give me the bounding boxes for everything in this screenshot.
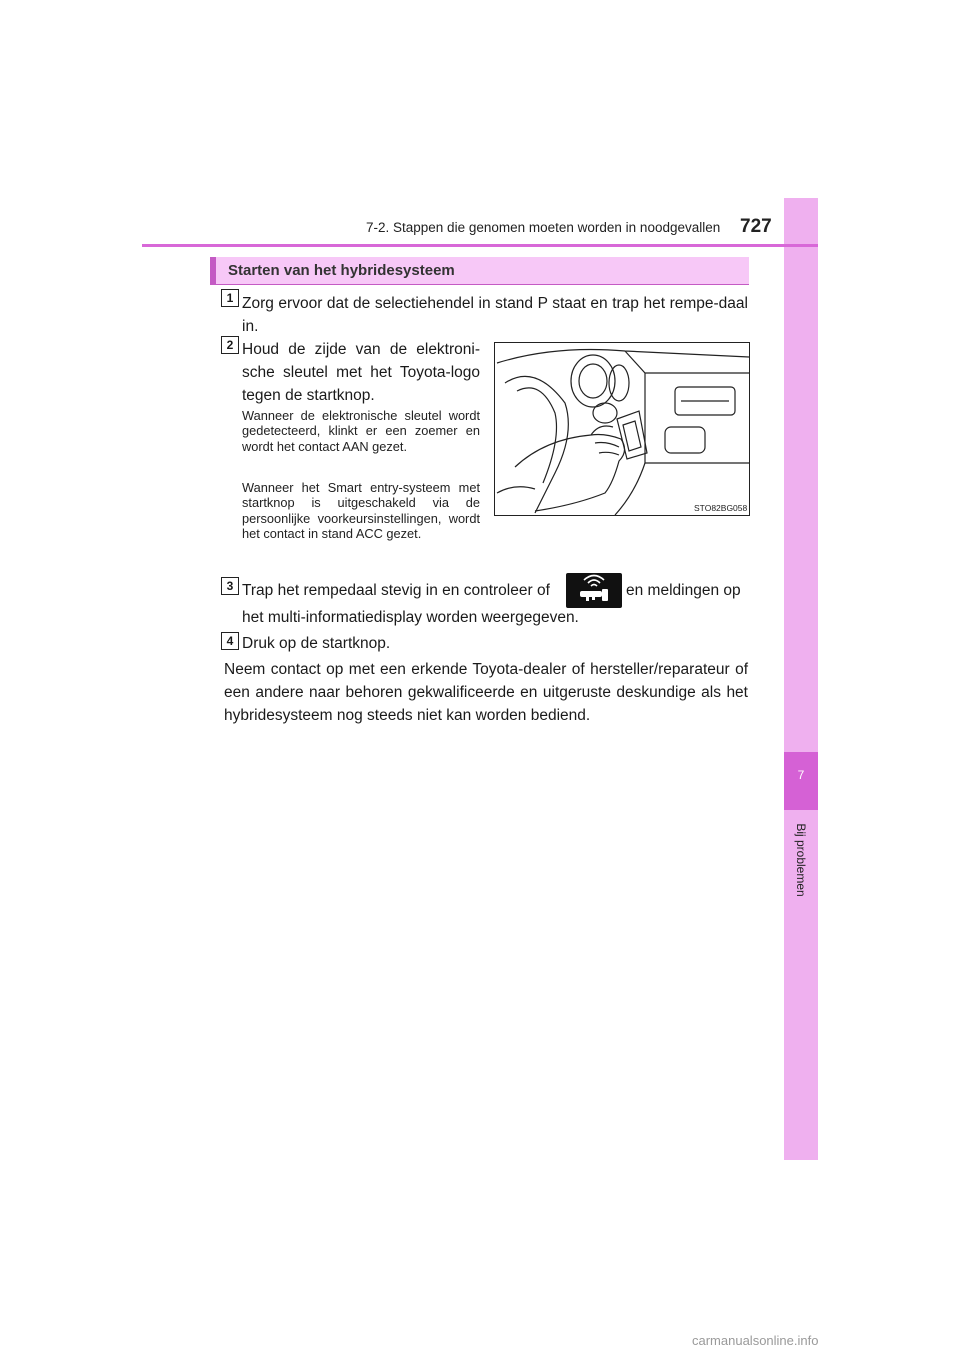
closing-paragraph: Neem contact op met een erkende Toyota-dealer of hersteller/reparateur of een andere naar behoren gekwalificeerde en uitgeruste deskundige als het hybridesysteem nog steeds niet kan worden bediend.: [224, 661, 748, 724]
step-badge-4: 4: [221, 632, 239, 650]
illustration-code: STO82BG058: [694, 503, 748, 513]
step-badge-3: 3: [221, 577, 239, 595]
illustration-drawing: [495, 343, 749, 515]
section-heading-text: Starten van het hybridesysteem: [228, 262, 455, 279]
step-3-text-after: en meldingen op: [626, 582, 741, 599]
chapter-side-tab: [784, 198, 818, 1160]
watermark: carmanualsonline.info: [692, 1333, 819, 1348]
chapter-title: Bij problemen: [794, 823, 808, 897]
section-heading: [210, 257, 749, 285]
note-smart-entry-disabled: Wanneer het Smart entry-systeem met startknop is uitgeschakeld via de persoonlijke voorkeursinstellingen, wordt het contact in stand ACC gezet.: [242, 480, 480, 541]
step-2-text: Houd de zijde van de elektroni-sche sleutel met het Toyota-logo tegen de startknop.: [242, 341, 480, 404]
step-1-text: Zorg ervoor dat de selectiehendel in stand P staat en trap het rempe-daal in.: [242, 295, 748, 335]
step-4-text: Druk op de startknop.: [242, 635, 391, 652]
step-3-text-before: Trap het rempedaal stevig in en controleer of: [242, 582, 550, 599]
step-3-text: [242, 579, 748, 602]
page-number: 727: [740, 216, 772, 237]
smart-key-indicator-icon: [566, 573, 622, 608]
running-header: 7-2. Stappen die genomen moeten worden in noodgevallen: [366, 220, 721, 235]
note-key-detected: Wanneer de elektronische sleutel wordt gedetecteerd, klinkt er een zoemer en wordt het contact AAN gezet.: [242, 408, 480, 454]
hand-holding-key-near-start-button-illustration: [494, 342, 750, 516]
smart-key-indicator-graphic: [566, 573, 622, 608]
step-badge-1: 1: [221, 289, 239, 307]
step-badge-2: 2: [221, 336, 239, 354]
header-rule: [142, 244, 818, 247]
step-3-text-line2: het multi-informatiedisplay worden weergegeven.: [242, 609, 579, 626]
chapter-number: 7: [797, 768, 805, 782]
